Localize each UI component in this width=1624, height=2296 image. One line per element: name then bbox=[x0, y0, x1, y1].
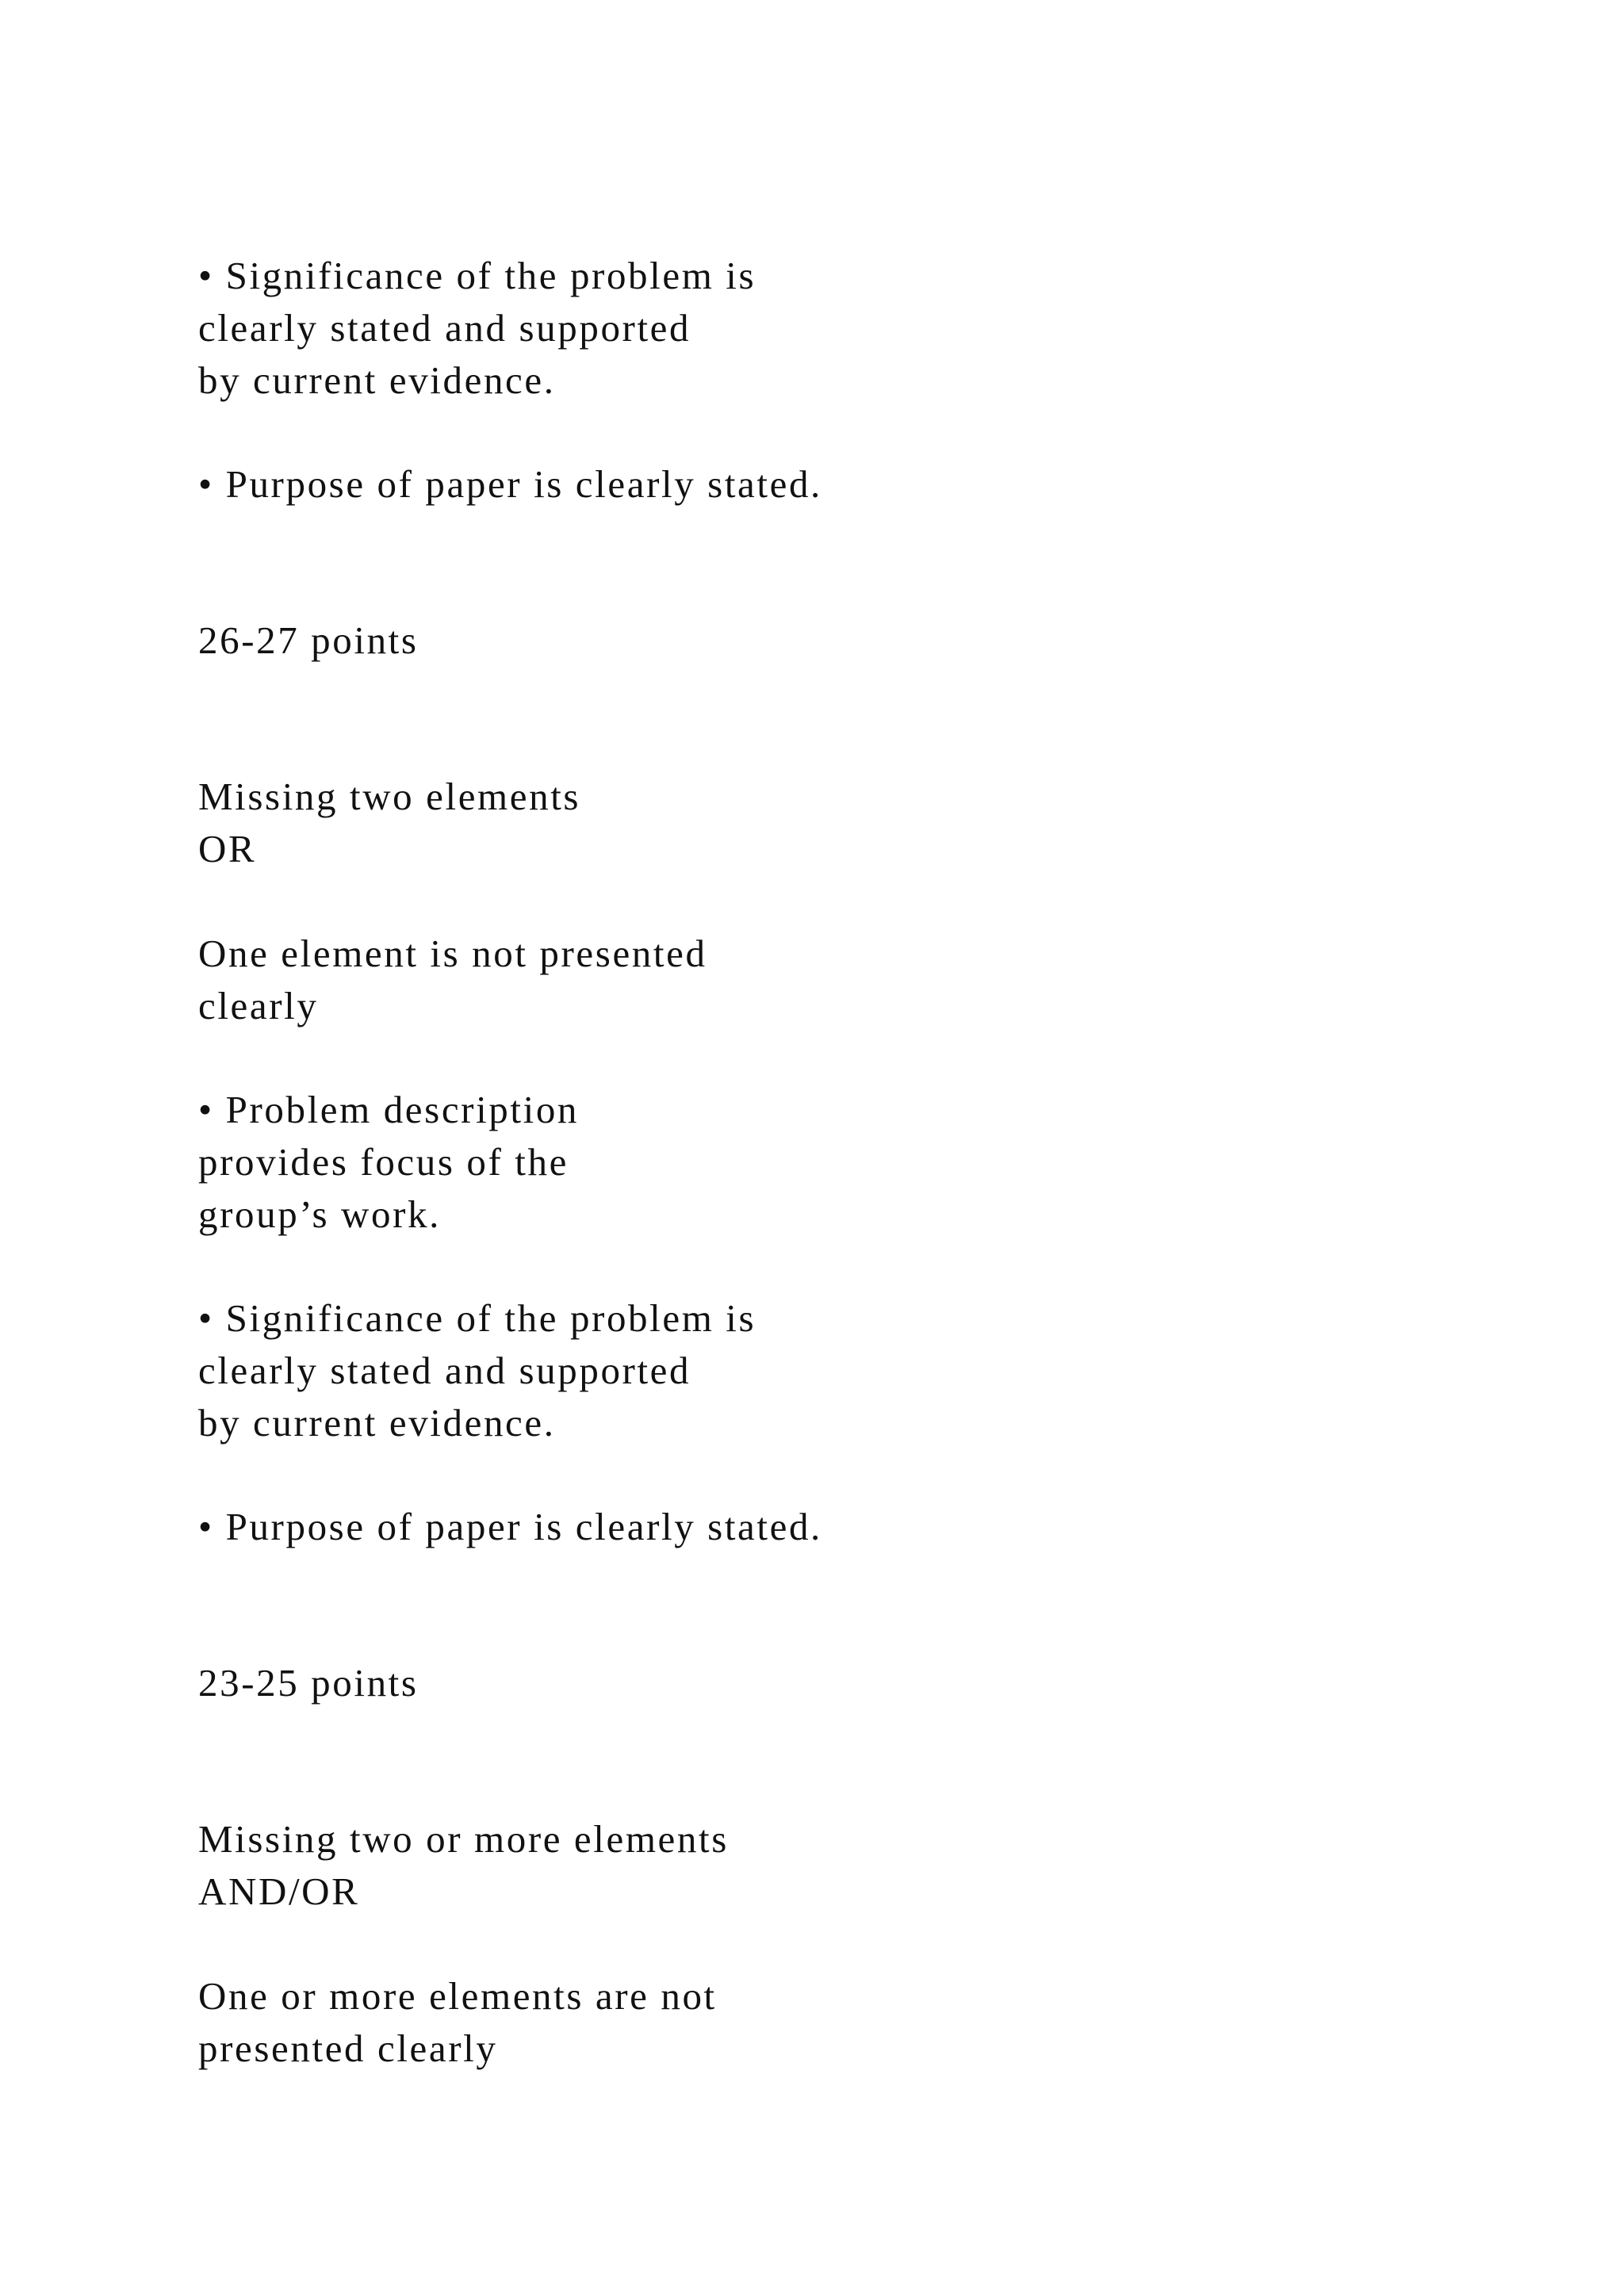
score-range-26-27: 26-27 points bbox=[198, 618, 419, 662]
missing-more-line-1: Missing two or more elements bbox=[198, 1817, 729, 1861]
score-range-23-25: 23-25 points bbox=[198, 1661, 419, 1705]
problem-bullet-line-1: • Problem description bbox=[198, 1088, 580, 1131]
not-clear-more-line-2: presented clearly bbox=[198, 2026, 498, 2070]
not-clear-more-line-1: One or more elements are not bbox=[198, 1974, 717, 2018]
not-clear-line-1: One element is not presented bbox=[198, 932, 707, 975]
missing-elements-line-2: OR bbox=[198, 827, 257, 871]
significance-bullet-2-line-3: by current evidence. bbox=[198, 1401, 556, 1445]
problem-bullet-line-2: provides focus of the bbox=[198, 1140, 569, 1184]
significance-bullet-2-line-2: clearly stated and supported bbox=[198, 1349, 691, 1392]
purpose-bullet-2: • Purpose of paper is clearly stated. bbox=[198, 1505, 822, 1548]
problem-bullet-line-3: group’s work. bbox=[198, 1192, 442, 1236]
missing-more-line-2: AND/OR bbox=[198, 1869, 360, 1913]
significance-bullet-line-2: clearly stated and supported bbox=[198, 306, 691, 350]
missing-elements-line-1: Missing two elements bbox=[198, 775, 581, 818]
significance-bullet-line-1: • Significance of the problem is bbox=[198, 254, 756, 297]
purpose-bullet: • Purpose of paper is clearly stated. bbox=[198, 462, 822, 506]
significance-bullet-2-line-1: • Significance of the problem is bbox=[198, 1296, 756, 1340]
not-clear-line-2: clearly bbox=[198, 984, 319, 1027]
significance-bullet-line-3: by current evidence. bbox=[198, 358, 556, 402]
